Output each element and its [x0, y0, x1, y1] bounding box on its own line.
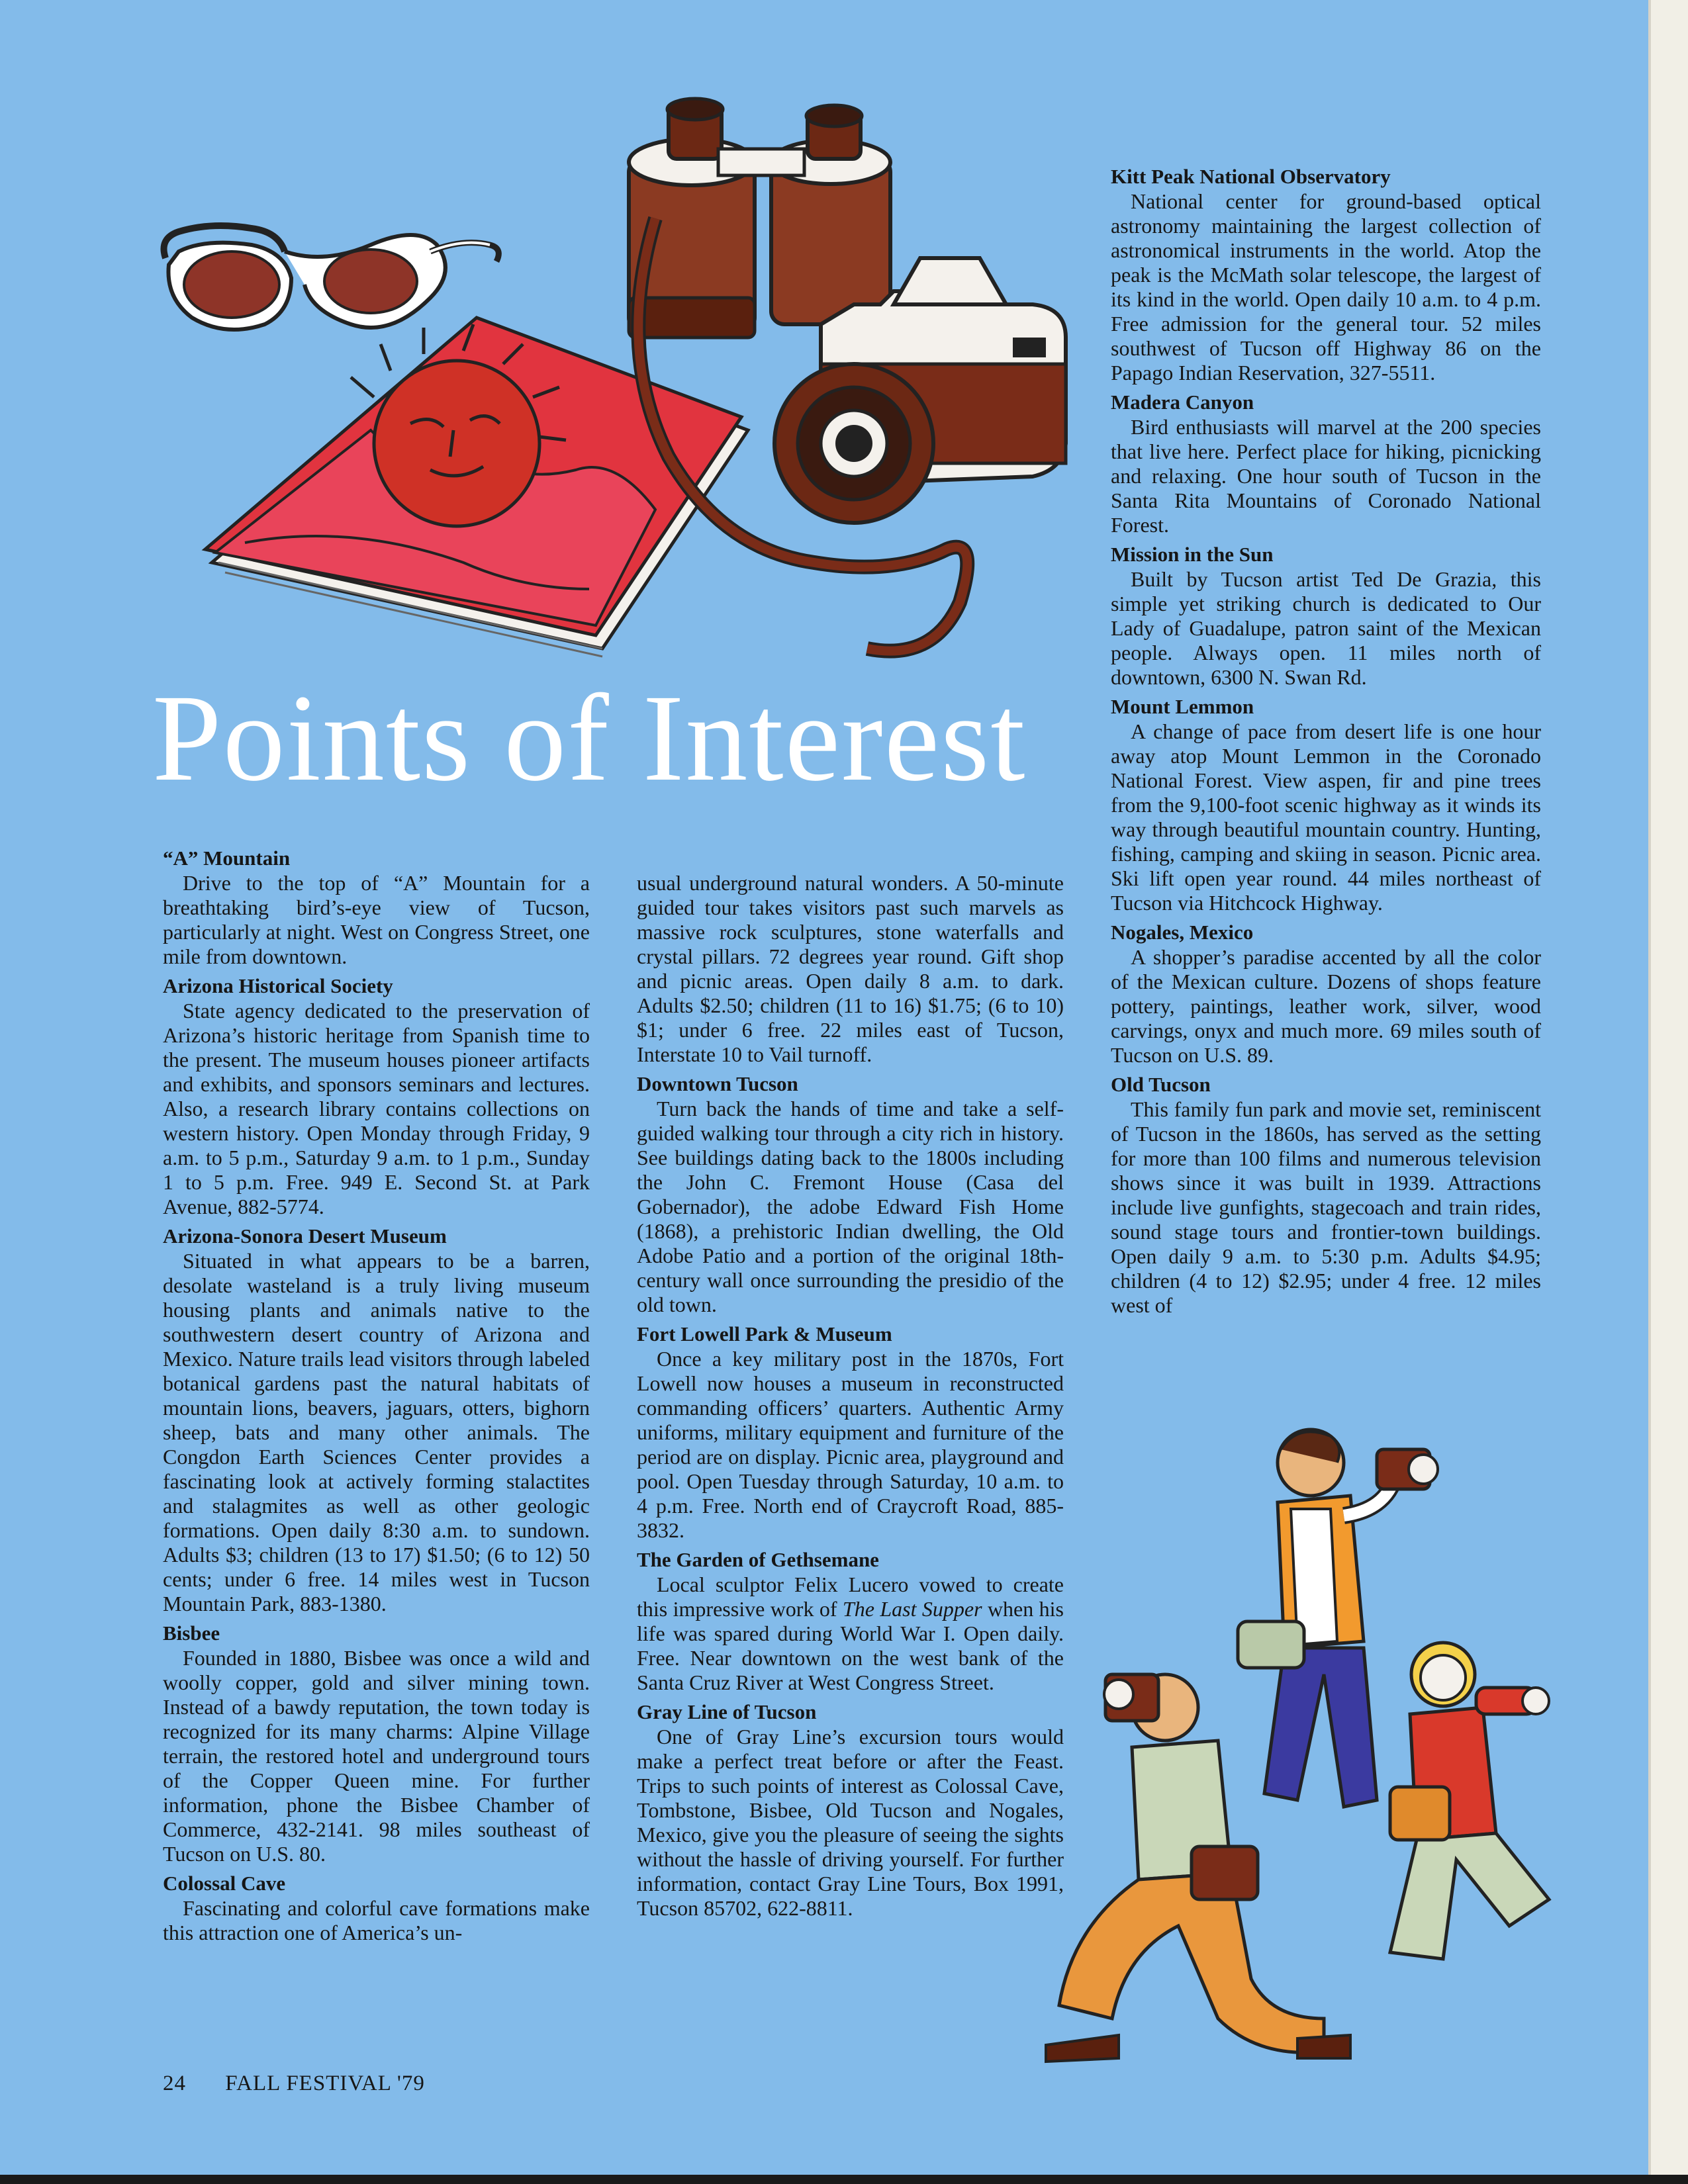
entry-heading: Gray Line of Tucson — [637, 1700, 817, 1723]
adjacent-page-edge — [1648, 0, 1688, 2184]
entry-heading: “A” Mountain — [163, 846, 291, 870]
entry-body: Turn back the hands of time and take a self-guided walking tour through a city rich in history. See buildings dating back to the 1800s including the John C. Fremont House (Casa del Gobernador), the adobe Edward Fish Home (1868), a prehistoric Indian dwelling, the Old Adobe Patio and a portion of the original 18th-century wall once surrounding the presidio of the old town. — [637, 1097, 1064, 1316]
entry-body: Fascinating and colorful cave formations make this attraction one of America’s un- — [163, 1896, 590, 1944]
entry-garden-of-gethsemane — [637, 1547, 1064, 1695]
entry-body-text: Local sculptor Felix Lucero vowed to create this impressive work of — [637, 1572, 1064, 1621]
entry-heading: Arizona Historical Society — [163, 974, 393, 997]
entry-heading: The Garden of Gethsemane — [637, 1548, 879, 1571]
guidebook-icon — [205, 318, 748, 657]
entry-heading: Mission in the Sun — [1111, 543, 1274, 566]
entry-mission-in-the-sun — [1111, 542, 1541, 690]
entry-heading: Arizona-Sonora Desert Museum — [163, 1224, 447, 1248]
entry-body: Drive to the top of “A” Mountain for a breathtaking bird’s-eye view of Tucson, particularly at night. West on Congress Street, one mile from downtown. — [163, 871, 590, 968]
entry-body: One of Gray Line’s excursion tours would make a perfect treat before or after the Feast. Trips to such points of interest as Colossal Cave, Tombstone, Bisbee, Old Tucson and Nogales, Mexico, give you the pleasure of seeing the sights without the hassle of driving yourself. For further information, contact Gray Line Tours, Box 1991, Tucson 85702, 622-8811. — [637, 1725, 1064, 1920]
entry-heading: Kitt Peak National Observatory — [1111, 165, 1391, 188]
middle-column — [637, 871, 1064, 1925]
entry-body-text: when his life was spared during World War I. Open daily. Free. Near downtown on the west bank of the Santa Cruz River at West Congress Street. — [637, 1597, 1064, 1694]
entry-heading: Nogales, Mexico — [1111, 921, 1254, 944]
entry-heading: Madera Canyon — [1111, 390, 1254, 414]
entry-body: This family fun park and movie set, reminiscent of Tucson in the 1860s, has served as the setting for more than 100 films and numerous television shows since it was built in 1939. Attractions include live gunfights, stagecoach and train rides, sound stage tours and frontier-town buildings. Open daily 9 a.m. to 5:30 p.m. Adults $4.95; children (4 to 12) $2.95; under 4 free. 12 miles west of — [1111, 1097, 1541, 1317]
page-title: Points of Interest — [152, 668, 1027, 807]
entry-body: Built by Tucson artist Ted De Grazia, this simple yet striking church is dedicated to Our Lady of Guadalupe, patron saint of the Mexican people. Always open. 11 miles north of downtown, 6300 N. Swan Rd. — [1111, 567, 1541, 689]
entry-body: usual underground natural wonders. A 50-minute guided tour takes visitors past such marvels as massive rock sculptures, stone waterfalls and crystal pillars. 72 degrees year round. Gift shop and picnic areas. Open daily 8 a.m. to dark. Adults $2.50; children (11 to 16) $1.75; (6 to 10) $1; under 6 free. 22 miles east of Tucson, Interstate 10 to Vail turnoff. — [637, 871, 1064, 1066]
entry-heading: Bisbee — [163, 1621, 220, 1645]
entry-kitt-peak — [1111, 164, 1541, 385]
scan-bottom-edge — [0, 2175, 1688, 2184]
artwork-title: The Last Supper — [842, 1597, 982, 1621]
entry-heading: Mount Lemmon — [1111, 695, 1254, 718]
tourists-with-cameras-illustration — [1019, 1423, 1589, 2098]
entry-body: Bird enthusiasts will marvel at the 200 species that live here. Perfect place for hiking, picnicking and relaxing. One hour south of Tucson in the Santa Rita Mountains of Coronado National Forest. — [1111, 415, 1541, 537]
left-column — [163, 846, 590, 1950]
entry-heading: Fort Lowell Park & Museum — [637, 1322, 892, 1345]
entry-heading: Colossal Cave — [163, 1872, 286, 1895]
entry-heading: Old Tucson — [1111, 1073, 1211, 1096]
travel-gear-illustration — [152, 86, 1092, 682]
entry-body: Situated in what appears to be a barren, desolate wasteland is a truly living museum housing plants and animals native to the southwestern desert country of Arizona and Mexico. Nature trails lead visitors through labeled botanical gardens past the natural habitats of mountain lions, beavers, jaguars, otters, bighorn sheep, bats and many other animals. The Congdon Earth Sciences Center provides a fascinating look at actively forming stalactites and stalagmites as well as other geologic formations. Open daily 8:30 a.m. to sundown. Adults $3; children (13 to 17) $1.50; (6 to 12) 50 cents; under 6 free. 14 miles west in Tucson Mountain Park, 883-1380. — [163, 1249, 590, 1615]
entry-nogales — [1111, 920, 1541, 1068]
entry-colossal-cave-continued — [637, 871, 1064, 1067]
entry-desert-museum — [163, 1224, 590, 1616]
page-number: 24 — [163, 2071, 186, 2095]
right-column — [1111, 164, 1541, 1322]
standing-tourist — [1238, 1430, 1438, 1807]
entry-body: National center for ground-based optical astronomy maintaining the largest collection of astronomical instruments in the world. Atop the peak is the McMath solar telescope, the largest of its kind in the world. Open daily 10 a.m. to 4 p.m. Free admission for the general tour. 52 miles southwest of Tucson off Highway 86 on the Papago Indian Reservation, 327-5511. — [1111, 189, 1541, 385]
entry-body: A shopper’s paradise accented by all the color of the Mexican culture. Dozens of shops feature pottery, paintings, leather work, silver, wood carvings, onyx and much more. 69 miles south of Tucson on U.S. 89. — [1111, 945, 1541, 1067]
entry-gray-line — [637, 1700, 1064, 1921]
entry-body — [637, 1572, 1064, 1695]
entry-downtown-tucson — [637, 1071, 1064, 1317]
entry-body: Once a key military post in the 1870s, Fort Lowell now houses a museum in reconstructed commanding officers’ quarters. Authentic Army uniforms, military equipment and furniture of the period are on display. Picnic area, playground and pool. Open Tuesday through Saturday, 10 a.m. to 4 p.m. Free. North end of Craycroft Road, 885-3832. — [637, 1347, 1064, 1542]
entry-a-mountain — [163, 846, 590, 969]
entry-fort-lowell — [637, 1322, 1064, 1543]
page-footer — [163, 2071, 425, 2096]
entry-body: State agency dedicated to the preservation of Arizona’s historic heritage from Spanish time to the present. The museum houses pioneer artifacts and exhibits, and sponsors seminars and lectures. Also, a research library contains collections on western history. Open Monday through Friday, 9 a.m. to 5 p.m., Saturday 9 a.m. to 1 p.m., Sunday 1 to 5 p.m. Free. 949 E. Second St. at Park Avenue, 882-5774. — [163, 999, 590, 1218]
entry-body: Founded in 1880, Bisbee was once a wild and woolly copper, gold and silver mining town. Instead of a bawdy reputation, the town today is recognized for its many charms: Alpine Village terrain, the restored hotel and underground tours of the Copper Queen mine. For further information, phone the Bisbee Chamber of Commerce, 432-2141. 98 miles southeast of Tucson on U.S. 80. — [163, 1646, 590, 1866]
entry-colossal-cave — [163, 1871, 590, 1945]
tourist-with-binoculars — [1390, 1643, 1549, 1959]
sunglasses-icon — [164, 226, 499, 330]
entry-body: A change of pace from desert life is one hour away atop Mount Lemmon in the Coronado National Forest. View aspen, fir and pine trees from the 9,100-foot scenic highway as it winds its way through beautiful mountain country. Hunting, fishing, camping and skiing in season. Picnic area. Ski lift open year round. 44 miles northeast of Tucson via Hitchcock Highway. — [1111, 719, 1541, 915]
entry-old-tucson — [1111, 1072, 1541, 1318]
entry-madera-canyon — [1111, 390, 1541, 537]
entry-mount-lemmon — [1111, 694, 1541, 915]
entry-bisbee — [163, 1621, 590, 1866]
publication-name: FALL FESTIVAL '79 — [225, 2071, 425, 2095]
entry-arizona-historical-society — [163, 974, 590, 1219]
entry-heading: Downtown Tucson — [637, 1072, 798, 1095]
